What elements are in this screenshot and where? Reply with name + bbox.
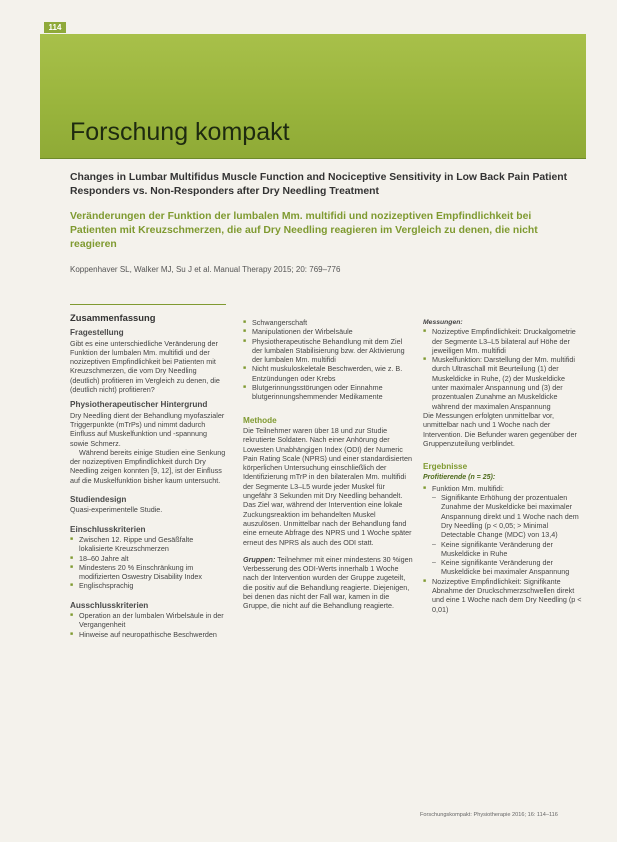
list-item: ■ Hinweise auf neuropathische Beschwerden bbox=[70, 630, 226, 639]
responders-label: Profitierende (n = 25): bbox=[423, 474, 496, 482]
page-number: 114 bbox=[44, 22, 66, 33]
groups-paragraph bbox=[243, 555, 413, 611]
list-item-text: Funktion Mm. multifidi: bbox=[432, 483, 504, 493]
results-heading: Ergebnisse bbox=[423, 462, 468, 472]
measurements-list bbox=[423, 327, 583, 411]
groups-label: Gruppen: bbox=[243, 554, 276, 564]
measurements-text: Die Messungen erfolgten unmittelbar vor, unmittelbar nach und 1 Woche nach der Intervention. Die Befunder waren gegenüber der Gruppenzuteilung verblindet. bbox=[423, 410, 577, 448]
list-item: ■ 18–60 Jahre alt bbox=[70, 554, 226, 563]
background-text: Dry Needling dient der Behandlung myofaszialer Triggerpunkte (mTrPs) und nimmt dadurch Einfluss auf Muskelfunktion und -spannung sowie Schmerz. bbox=[70, 410, 225, 448]
column-3 bbox=[423, 318, 583, 614]
summary-heading: Zusammenfassung bbox=[70, 312, 156, 323]
list-item: ■ Zwischen 12. Rippe und Gesäßfalte lokalisierte Kreuzschmerzen bbox=[70, 535, 226, 554]
list-item: ■ Nozizeptive Empfindlichkeit: Druckalgometrie der Segmente L3–L5 bilateral auf Höhe der jeweiligen Mm. multifidi bbox=[423, 327, 583, 355]
groups-text: Teilnehmer mit einer mindestens 30 %igen Verbesserung des ODI-Werts innerhalb 1 Woche nach der Intervention wurden der Gruppe zugeteilt, die positiv auf die Behandlung reagierte. Diejenigen, bei denen das nicht der Fall war, kamen in die Gruppe, die nicht auf die Behandlung reagierte. bbox=[243, 554, 413, 611]
design-text: Quasi-experimentelle Studie. bbox=[70, 505, 163, 515]
list-item: ■ Operation an der lumbalen Wirbelsäule in der Vergangenheit bbox=[70, 611, 226, 630]
list-item: ■ Nozizeptive Empfindlichkeit: Signifikante Abnahme der Druckschmerzschwellen direkt und eine 1 Woche nach dem Dry Needling (p < 0,01) bbox=[423, 577, 583, 614]
design-heading: Studiendesign bbox=[70, 495, 127, 505]
exclusion-list-continued bbox=[243, 318, 413, 402]
inclusion-list bbox=[70, 535, 226, 591]
page-footer: Forschungskompakt: Physiotherapie 2016; 16: 114–116 bbox=[420, 812, 558, 818]
methods-text: Die Teilnehmer waren über 18 und zur Studie rekrutierte Soldaten. Nach einer Anhörung der Lowesten Unabhängigen Index (ODI) der Numeric Pain Rating Scale (NPRS) und einer standardisierten körperlichen Untersuchung einschließlich der Identifizierung mTrP in den bilateralen Mm. multifidi der Segmente L3–L5 wurde jeder Muskel für ungefähr 3 Sekunden mit Dry Needling behandelt. Das Ziel war, während der Intervention eine lokale Zuckungsreaktion im behandelten Muskel auszulösen. Unmittelbar nach der Behandlung fand eine erneute Abfrage des NPRS und 1 Woche später erneut des NPRS als auch des ODI statt. bbox=[243, 425, 412, 547]
column-1 bbox=[70, 304, 226, 639]
responders-list bbox=[423, 484, 583, 493]
question-text: Gibt es eine unterschiedliche Veränderung der Funktion der lumbalen Mm. multifidi und der nozizeptiven Empfindlichkeit bei Patienten mit Kreuzschmerzen, die vom Dry Needling (deutlich) profitieren im Vergleich zu denen, die (deutlich nicht) profitieren? bbox=[70, 338, 220, 395]
list-item: ■ Mindestens 20 % Einschränkung im modifizierten Oswestry Disability Index bbox=[70, 563, 226, 582]
article-title-de: Veränderungen der Funktion der lumbalen Mm. multifidi und nozizeptiven Empfindlichkeit bei Patienten mit Kreuzschmerzen, die auf Dry Needling reagieren im Vergleich zu denen, die nicht reagieren bbox=[70, 211, 538, 250]
list-item: ■ Muskelfunktion: Darstellung der Mm. multifidi durch Ultraschall mit Beurteilung (1) der Muskeldicke in Ruhe, (2) der Muskeldicke unter maximaler Anspannung und (3) der prozentualen Zunahme an Muskeldicke während der maximalen Anspannung bbox=[423, 355, 583, 411]
page-title: Forschung kompakt bbox=[70, 118, 290, 146]
article-citation: Koppenhaver SL, Walker MJ, Su J et al. Manual Therapy 2015; 20: 769–776 bbox=[70, 265, 341, 274]
list-item: ■ Manipulationen der Wirbelsäule bbox=[243, 327, 413, 336]
exclusion-list bbox=[70, 611, 226, 639]
list-item: ■ Physiotherapeutische Behandlung mit dem Ziel der lumbalen Stabilisierung bzw. der Aktivierung der lumbalen Mm. multifidi bbox=[243, 337, 413, 365]
list-item: ■ Nicht muskuloskeletale Beschwerden, wie z. B. Entzündungen oder Krebs bbox=[243, 364, 413, 383]
list-item: – Keine signifikante Veränderung der Muskeldicke in Ruhe bbox=[432, 540, 583, 559]
background-heading: Physiotherapeutischer Hintergrund bbox=[70, 400, 208, 410]
list-item: ■ Blutgerinnungsstörungen oder Einnahme blutgerinnungshemmender Medikamente bbox=[243, 383, 413, 402]
list-item bbox=[423, 484, 583, 493]
responders-list-2 bbox=[423, 577, 583, 614]
list-item: ■ Schwangerschaft bbox=[243, 318, 413, 327]
exclusion-heading: Ausschlusskriterien bbox=[70, 600, 149, 610]
column-2 bbox=[243, 318, 413, 611]
article-title-en: Changes in Lumbar Multifidus Muscle Function and Nociceptive Sensitivity in Low Back Pain Patient Responders vs. Non-Responders after Dry Needling Treatment bbox=[70, 172, 568, 197]
banner-divider bbox=[40, 158, 586, 159]
background-text-2: Während bereits einige Studien eine Senkung der nozizeptiven Empfindlichkeit durch Dry Needling zeigen konnten [9, 12], ist der Einfluss auf die Muskelfunktion bisher kaum untersucht. bbox=[70, 447, 226, 485]
inclusion-heading: Einschlusskriterien bbox=[70, 524, 146, 534]
responders-sublist bbox=[423, 493, 583, 577]
question-heading: Fragestellung bbox=[70, 328, 124, 338]
measurements-label: Messungen: bbox=[423, 319, 463, 326]
list-item: ■ Englischsprachig bbox=[70, 581, 226, 590]
list-item: – Keine signifikante Veränderung der Muskeldicke bei maximaler Anspannung bbox=[432, 558, 583, 577]
list-item: – Signifikante Erhöhung der prozentualen Zunahme der Muskeldicke bei maximaler Anspannung direkt und 1 Woche nach dem Dry Needling (p < 0,05; > Minimal Detectable Change (MDC) von 13,4) bbox=[432, 493, 583, 539]
methods-heading: Methode bbox=[243, 415, 277, 425]
